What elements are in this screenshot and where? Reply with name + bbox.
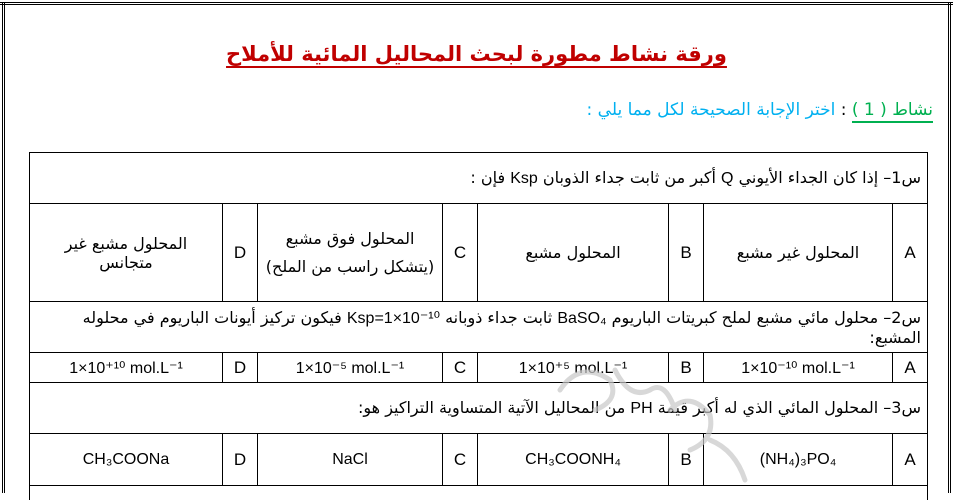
q1-option-a-letter[interactable]: A — [893, 204, 928, 302]
activity-heading — [587, 100, 933, 120]
q1-option-d-text[interactable]: المحلول مشبع غير متجانس — [30, 204, 223, 302]
q3-option-b-letter[interactable]: B — [669, 434, 704, 486]
q1-option-c-note: (يتشكل راسب من الملح) — [265, 256, 435, 276]
activity-instruction: اختر الإجابة الصحيحة لكل مما يلي : — [586, 100, 836, 120]
page-title-text: ورقة نشاط مطورة لبحث المحاليل المائية للأملاح — [226, 42, 727, 66]
q1-option-b-text[interactable]: المحلول مشبع — [478, 204, 669, 302]
q1-option-b-letter[interactable]: B — [669, 204, 704, 302]
q2-ksp-expression: Ksp=1×10⁻¹⁰ — [346, 309, 441, 327]
q3-text-part-a: س3– المحلول المائي الذي له أكبر قيمة — [652, 398, 921, 417]
page-border-left — [2, 2, 5, 493]
q2-option-b-letter[interactable]: B — [669, 353, 704, 383]
q2-text-part-a: س2– محلول مائي مشبع لملح كبريتات الباريوم — [606, 307, 921, 327]
q1-option-c-letter[interactable]: C — [443, 204, 478, 302]
q1-option-c-text: المحلول فوق مشبع — [285, 229, 415, 249]
q3-option-c-letter[interactable]: C — [443, 434, 478, 486]
q2-option-a-letter[interactable]: A — [893, 353, 928, 383]
questions-table — [29, 152, 928, 500]
options-row — [30, 353, 928, 383]
question-2-text — [30, 302, 928, 353]
q1-text-part-c: فإن : — [470, 168, 511, 187]
page-border-right — [948, 2, 951, 493]
q2-option-a-text[interactable]: 1×10⁻¹⁰ mol.L⁻¹ — [704, 353, 893, 383]
options-row — [30, 434, 928, 486]
q1-option-a-text[interactable]: المحلول غير مشبع — [704, 204, 893, 302]
q2-option-c-letter[interactable]: C — [443, 353, 478, 383]
question-1-text — [30, 153, 928, 204]
q3-option-a-text[interactable]: (NH₄)₃PO₄ — [704, 434, 893, 486]
q1-option-d-letter[interactable]: D — [223, 204, 258, 302]
q3-option-b-text[interactable]: CH₃COONH₄ — [478, 434, 669, 486]
q1-text-part-b: أكبر من ثابت جداء الذوبان — [537, 168, 722, 187]
page-title — [0, 42, 953, 66]
q3-option-c-text[interactable]: NaCl — [258, 434, 443, 486]
q1-option-c-cell[interactable] — [258, 204, 443, 302]
question-row — [30, 153, 928, 204]
page-border-top — [0, 2, 953, 5]
q2-formula: BaSO₄ — [557, 309, 607, 327]
q1-symbol-q: Q — [721, 170, 734, 187]
q3-symbol-ph: PH — [630, 400, 653, 417]
q2-text-part-b: ثابت جداء ذوبانه — [440, 307, 558, 327]
q2-option-c-text[interactable]: 1×10⁻⁵ mol.L⁻¹ — [258, 353, 443, 383]
q1-symbol-ksp: Ksp — [510, 170, 538, 187]
q2-option-d-letter[interactable]: D — [223, 353, 258, 383]
activity-separator: : — [835, 100, 852, 120]
activity-label: نشاط ( 1 ) — [852, 100, 933, 123]
q3-option-d-letter[interactable]: D — [223, 434, 258, 486]
question-row — [30, 302, 928, 353]
q1-text-part-a: س1– إذا كان الجداء الأيوني — [733, 168, 921, 187]
options-row — [30, 204, 928, 302]
q2-text-part-c: فيكون تركيز أيونات الباريوم في محلوله المشبع: — [82, 307, 921, 347]
question-3-text — [30, 383, 928, 434]
q2-option-d-text[interactable]: 1×10⁺¹⁰ mol.L⁻¹ — [30, 353, 223, 383]
q3-option-a-letter[interactable]: A — [893, 434, 928, 486]
q2-option-b-text[interactable]: 1×10⁺⁵ mol.L⁻¹ — [478, 353, 669, 383]
question-row — [30, 383, 928, 434]
q3-option-d-text[interactable]: CH₃COONa — [30, 434, 223, 486]
q3-text-part-b: من المحاليل الآتية المتساوية التراكيز هو: — [358, 398, 631, 417]
